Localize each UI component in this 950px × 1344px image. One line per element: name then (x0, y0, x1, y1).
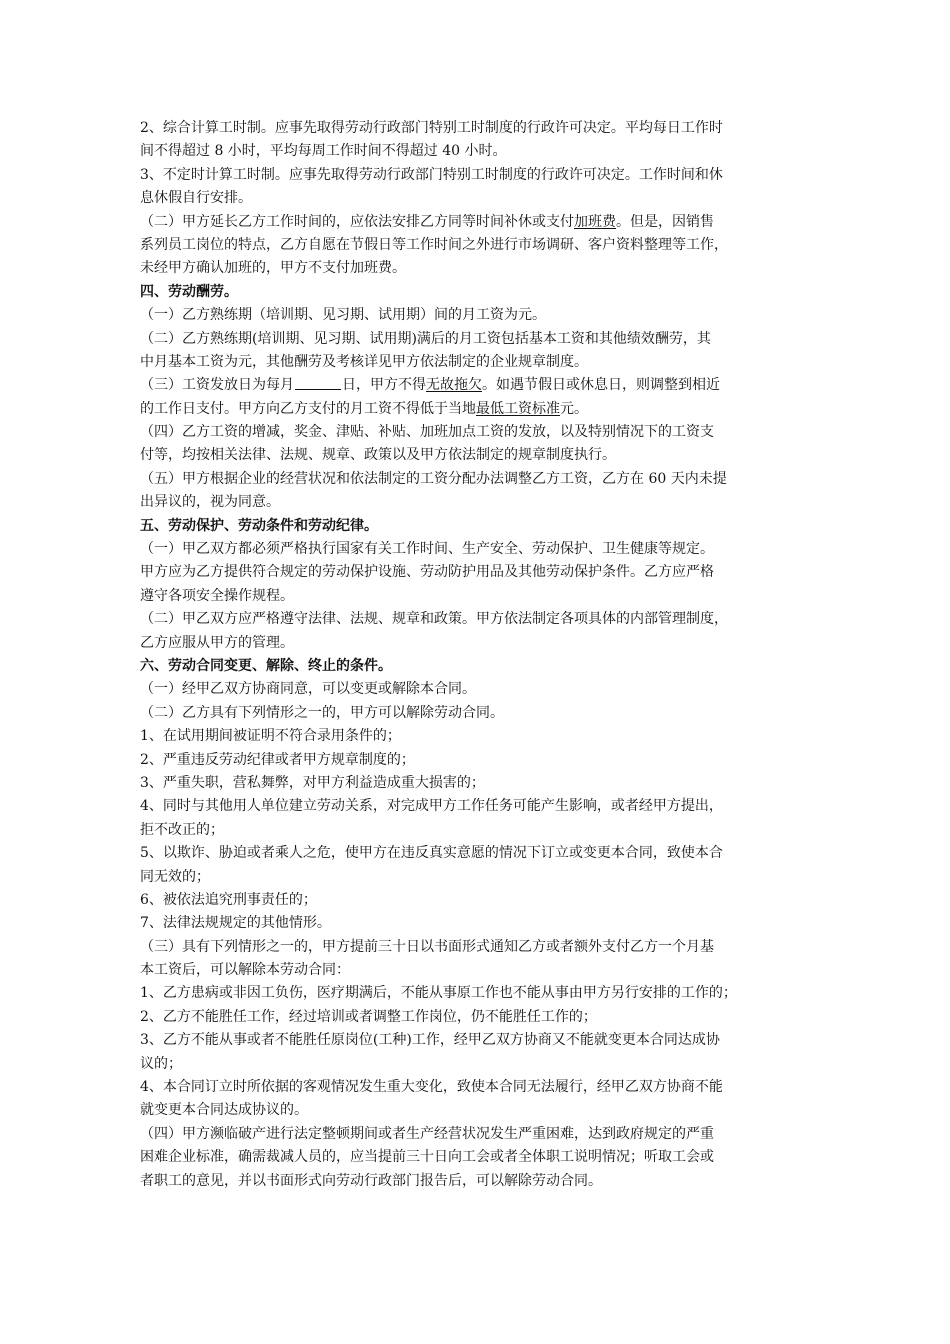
text-line (140, 117, 830, 140)
line-text: 2、严重违反劳动纪律或者甲方规章制度的； (140, 751, 415, 768)
line-text: 拒不改正的； (140, 821, 224, 838)
section-heading (140, 515, 830, 538)
line-text: 出异议的，视为同意。 (140, 494, 280, 511)
text-line (140, 398, 830, 421)
text-line (140, 702, 830, 725)
text-line (140, 538, 830, 561)
line-text: 2、乙方不能胜任工作，经过培训或者调整工作岗位，仍不能胜任工作的； (140, 1008, 597, 1025)
text-line (140, 936, 830, 959)
text-line (140, 304, 830, 327)
line-text: （一）乙方熟练期（培训期、见习期、试用期）间的月工资为元。 (140, 307, 546, 324)
line-text: 7、法律法规规定的其他情形。 (140, 915, 331, 932)
text-line (140, 608, 830, 631)
text-line (140, 725, 830, 748)
text-line (140, 866, 830, 889)
text-line (140, 491, 830, 514)
line-text: 遵守各项安全操作规程。 (140, 587, 294, 604)
line-text: （三）具有下列情形之一的，甲方提前三十日以书面形式通知乙方或者额外支付乙方一个月基 (140, 938, 714, 955)
text-line (140, 1123, 830, 1146)
line-text: 五、劳动保护、劳动条件和劳动纪律。 (140, 517, 378, 534)
line-text: （五）甲方根据企业的经营状况和依法制定的工资分配办法调整乙方工资，乙方在 60 天内未提 (140, 470, 727, 487)
text-line (140, 468, 830, 491)
line-text: （一）甲乙双方都必须严格执行国家有关工作时间、生产安全、劳动保护、卫生健康等规定。 (140, 541, 714, 558)
section-heading (140, 655, 830, 678)
line-text: （一）经甲乙双方协商同意，可以变更或解除本合同。 (140, 681, 476, 698)
line-text-after: 日，甲方不得 (342, 377, 426, 394)
text-line (140, 772, 830, 795)
line-text: （四）甲方濒临破产进行法定整顿期间或者生产经营状况发生严重困难，达到政府规定的严重 (140, 1125, 714, 1142)
line-text: 4、同时与其他用人单位建立劳动关系，对完成甲方工作任务可能产生影响，或者经甲方提出， (140, 798, 723, 815)
line-text: 3、乙方不能从事或者不能胜任原岗位(工种)工作，经甲乙双方协商又不能就变更本合同达成协 (140, 1032, 720, 1049)
text-line (140, 632, 830, 655)
line-text: （三）工资发放日为每月 (140, 377, 294, 394)
line-text: 间不得超过 8 小时，平均每周工作时间不得超过 40 小时。 (140, 143, 507, 160)
text-line (140, 912, 830, 935)
line-text: 4、本合同订立时所依据的客观情况发生重大变化，致使本合同无法履行，经甲乙双方协商不能 (140, 1079, 723, 1096)
text-line (140, 749, 830, 772)
underlined-term: 无故拖欠 (426, 377, 482, 394)
line-text: 四、劳动酬劳。 (140, 283, 238, 300)
text-line (140, 140, 830, 163)
text-line (140, 328, 830, 351)
text-line (140, 257, 830, 280)
line-text: 未经甲方确认加班的，甲方不支付加班费。 (140, 260, 406, 277)
line-text: 6、被依法追究刑事责任的； (140, 891, 317, 908)
text-line (140, 561, 830, 584)
line-text: 系列员工岗位的特点，乙方自愿在节假日等工作时间之外进行市场调研、客户资料整理等工作， (140, 236, 728, 253)
line-text: 困难企业标准，确需裁减人员的，应当提前三十日向工会或者全体职工说明情况；听取工会或 (140, 1149, 714, 1166)
line-text: 息休假自行安排。 (140, 190, 252, 207)
line-text: 议的； (140, 1055, 182, 1072)
text-line (140, 374, 830, 397)
line-text: 者职工的意见，并以书面形式向劳动行政部门报告后，可以解除劳动合同。 (140, 1172, 602, 1189)
section-heading (140, 281, 830, 304)
line-text: 的工作日支付。甲方向乙方支付的月工资不得低于当地 (140, 400, 476, 417)
text-line (140, 444, 830, 467)
line-text: （二）乙方具有下列情形之一的，甲方可以解除劳动合同。 (140, 704, 504, 721)
text-line (140, 889, 830, 912)
line-text: 中月基本工资为元，其他酬劳及考核详见甲方依法制定的企业规章制度。 (140, 353, 588, 370)
text-line (140, 982, 830, 1005)
text-line (140, 1146, 830, 1169)
line-text: 3、严重失职，营私舞弊，对甲方利益造成重大损害的； (140, 774, 485, 791)
text-line (140, 234, 830, 257)
text-line (140, 1076, 830, 1099)
underlined-term: 加班费 (574, 213, 616, 230)
fill-in-blank (295, 375, 341, 390)
line-text: 1、在试用期间被证明不符合录用条件的； (140, 728, 401, 745)
line-text: （二）甲方延长乙方工作时间的，应依法安排乙方同等时间补休或支付 (140, 213, 574, 230)
line-text: 本工资后，可以解除本劳动合同： (140, 962, 350, 979)
line-text-after: 。但是，因销售 (616, 213, 714, 230)
line-text: 就变更本合同达成协议的。 (140, 1102, 308, 1119)
text-line (140, 1053, 830, 1076)
text-line (140, 959, 830, 982)
text-line (140, 421, 830, 444)
line-text: 付等，均按相关法律、法规、规章、政策以及甲方依法制定的规章制度执行。 (140, 447, 616, 464)
document-page (140, 117, 830, 1193)
line-text: 3、不定时计算工时制。应事先取得劳动行政部门特别工时制度的行政许可决定。工作时间和休 (140, 166, 723, 183)
line-text: （二）乙方熟练期(培训期、见习期、试用期)满后的月工资包括基本工资和其他绩效酬劳，其 (140, 330, 711, 347)
line-text-after: 。如遇节假日或休息日，则调整到相近 (482, 377, 720, 394)
line-text: 同无效的； (140, 868, 210, 885)
line-text: （二）甲乙双方应严格遵守法律、法规、规章和政策。甲方依法制定各项具体的内部管理制度， (140, 611, 728, 628)
text-line (140, 678, 830, 701)
line-text-after: 元。 (560, 400, 588, 417)
text-line (140, 1170, 830, 1193)
text-line (140, 351, 830, 374)
line-text: 六、劳动合同变更、解除、终止的条件。 (140, 657, 392, 674)
line-text: （四）乙方工资的增减，奖金、津贴、补贴、加班加点工资的发放，以及特别情况下的工资支 (140, 424, 714, 441)
line-text: 乙方应服从甲方的管理。 (140, 634, 294, 651)
underlined-term: 最低工资标准 (476, 400, 560, 417)
text-line (140, 164, 830, 187)
line-text: 1、乙方患病或非因工负伤，医疗期满后，不能从事原工作也不能从事由甲方另行安排的工作的； (140, 985, 737, 1002)
text-line (140, 211, 830, 234)
text-line (140, 819, 830, 842)
text-line (140, 1029, 830, 1052)
text-line (140, 1099, 830, 1122)
line-text: 5、以欺诈、胁迫或者乘人之危，使甲方在违反真实意愿的情况下订立或变更本合同，致使本合 (140, 845, 723, 862)
line-text: 甲方应为乙方提供符合规定的劳动保护设施、劳动防护用品及其他劳动保护条件。乙方应严格 (140, 564, 714, 581)
line-text: 2、综合计算工时制。应事先取得劳动行政部门特别工时制度的行政许可决定。平均每日工作时 (140, 120, 723, 136)
text-line (140, 187, 830, 210)
text-line (140, 795, 830, 818)
text-line (140, 842, 830, 865)
text-line (140, 1006, 830, 1029)
text-line (140, 585, 830, 608)
